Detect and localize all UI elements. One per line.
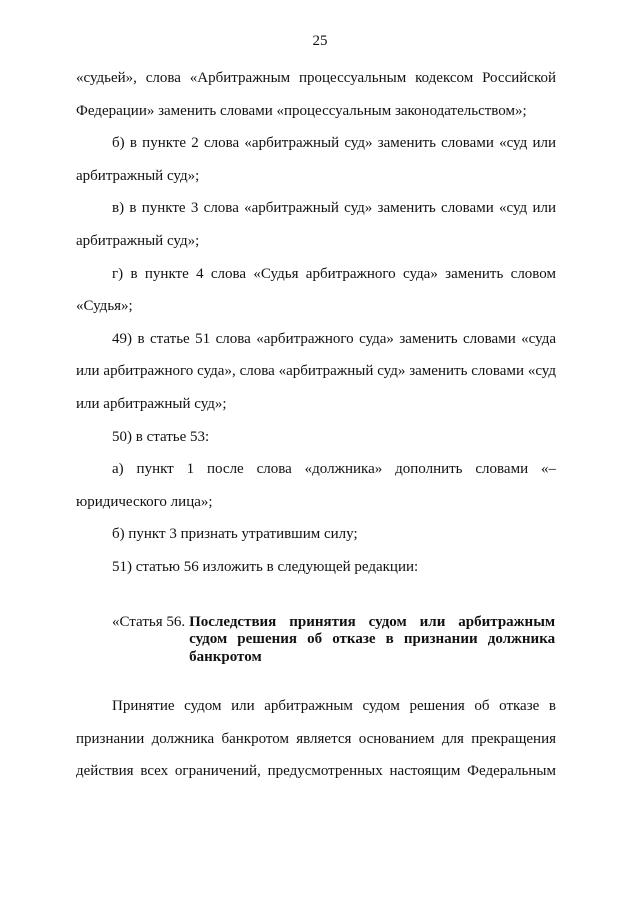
document-body — [76, 62, 556, 788]
article-title: Последствия принятия судом или арбитражным судом решения об отказе в признании должника банкротом — [189, 613, 556, 665]
page-number: 25 — [312, 33, 328, 49]
spacer — [76, 666, 556, 690]
paragraph-item-g-point-4: г) в пункте 4 слова «Судья арбитражного суда» заменить словом «Судья»; — [76, 265, 556, 315]
paragraph-article-text: Принятие судом или арбитражным судом решения об отказе в признании должника банкротом является основанием для прекращения действия всех ограничений, предусмотренных настоящим Федеральным — [76, 698, 556, 780]
paragraph-item-51: 51) статью 56 изложить в следующей редакции: — [112, 558, 419, 575]
paragraph-item-50: 50) в статье 53: — [112, 428, 210, 445]
paragraph-continuation: «судьей», слова «Арбитражным процессуальным кодексом Российской Федерации» заменить словами «процессуальным законодательством»; — [76, 70, 556, 119]
article-heading — [76, 614, 556, 667]
paragraph-item-a-point-1: а) пункт 1 после слова «должника» дополнить словами «– юридического лица»; — [76, 461, 556, 510]
spacer — [76, 584, 556, 614]
paragraph-item-b-point-2: б) в пункте 2 слова «арбитражный суд» заменить словами «суд или арбитражный суд»; — [76, 135, 556, 184]
article-label: «Статья 56. — [112, 613, 186, 630]
paragraph-item-49: 49) в статье 51 слова «арбитражного суда» заменить словами «суда или арбитражного суда», слова «арбитражный суд» заменить словами «суд или арбитражный суд»; — [76, 330, 556, 412]
paragraph-item-v-point-3: в) в пункте 3 слова «арбитражный суд» заменить словами «суд или арбитражный суд»; — [76, 200, 556, 249]
paragraph-item-b-point-3: б) пункт 3 признать утратившим силу; — [112, 526, 358, 543]
